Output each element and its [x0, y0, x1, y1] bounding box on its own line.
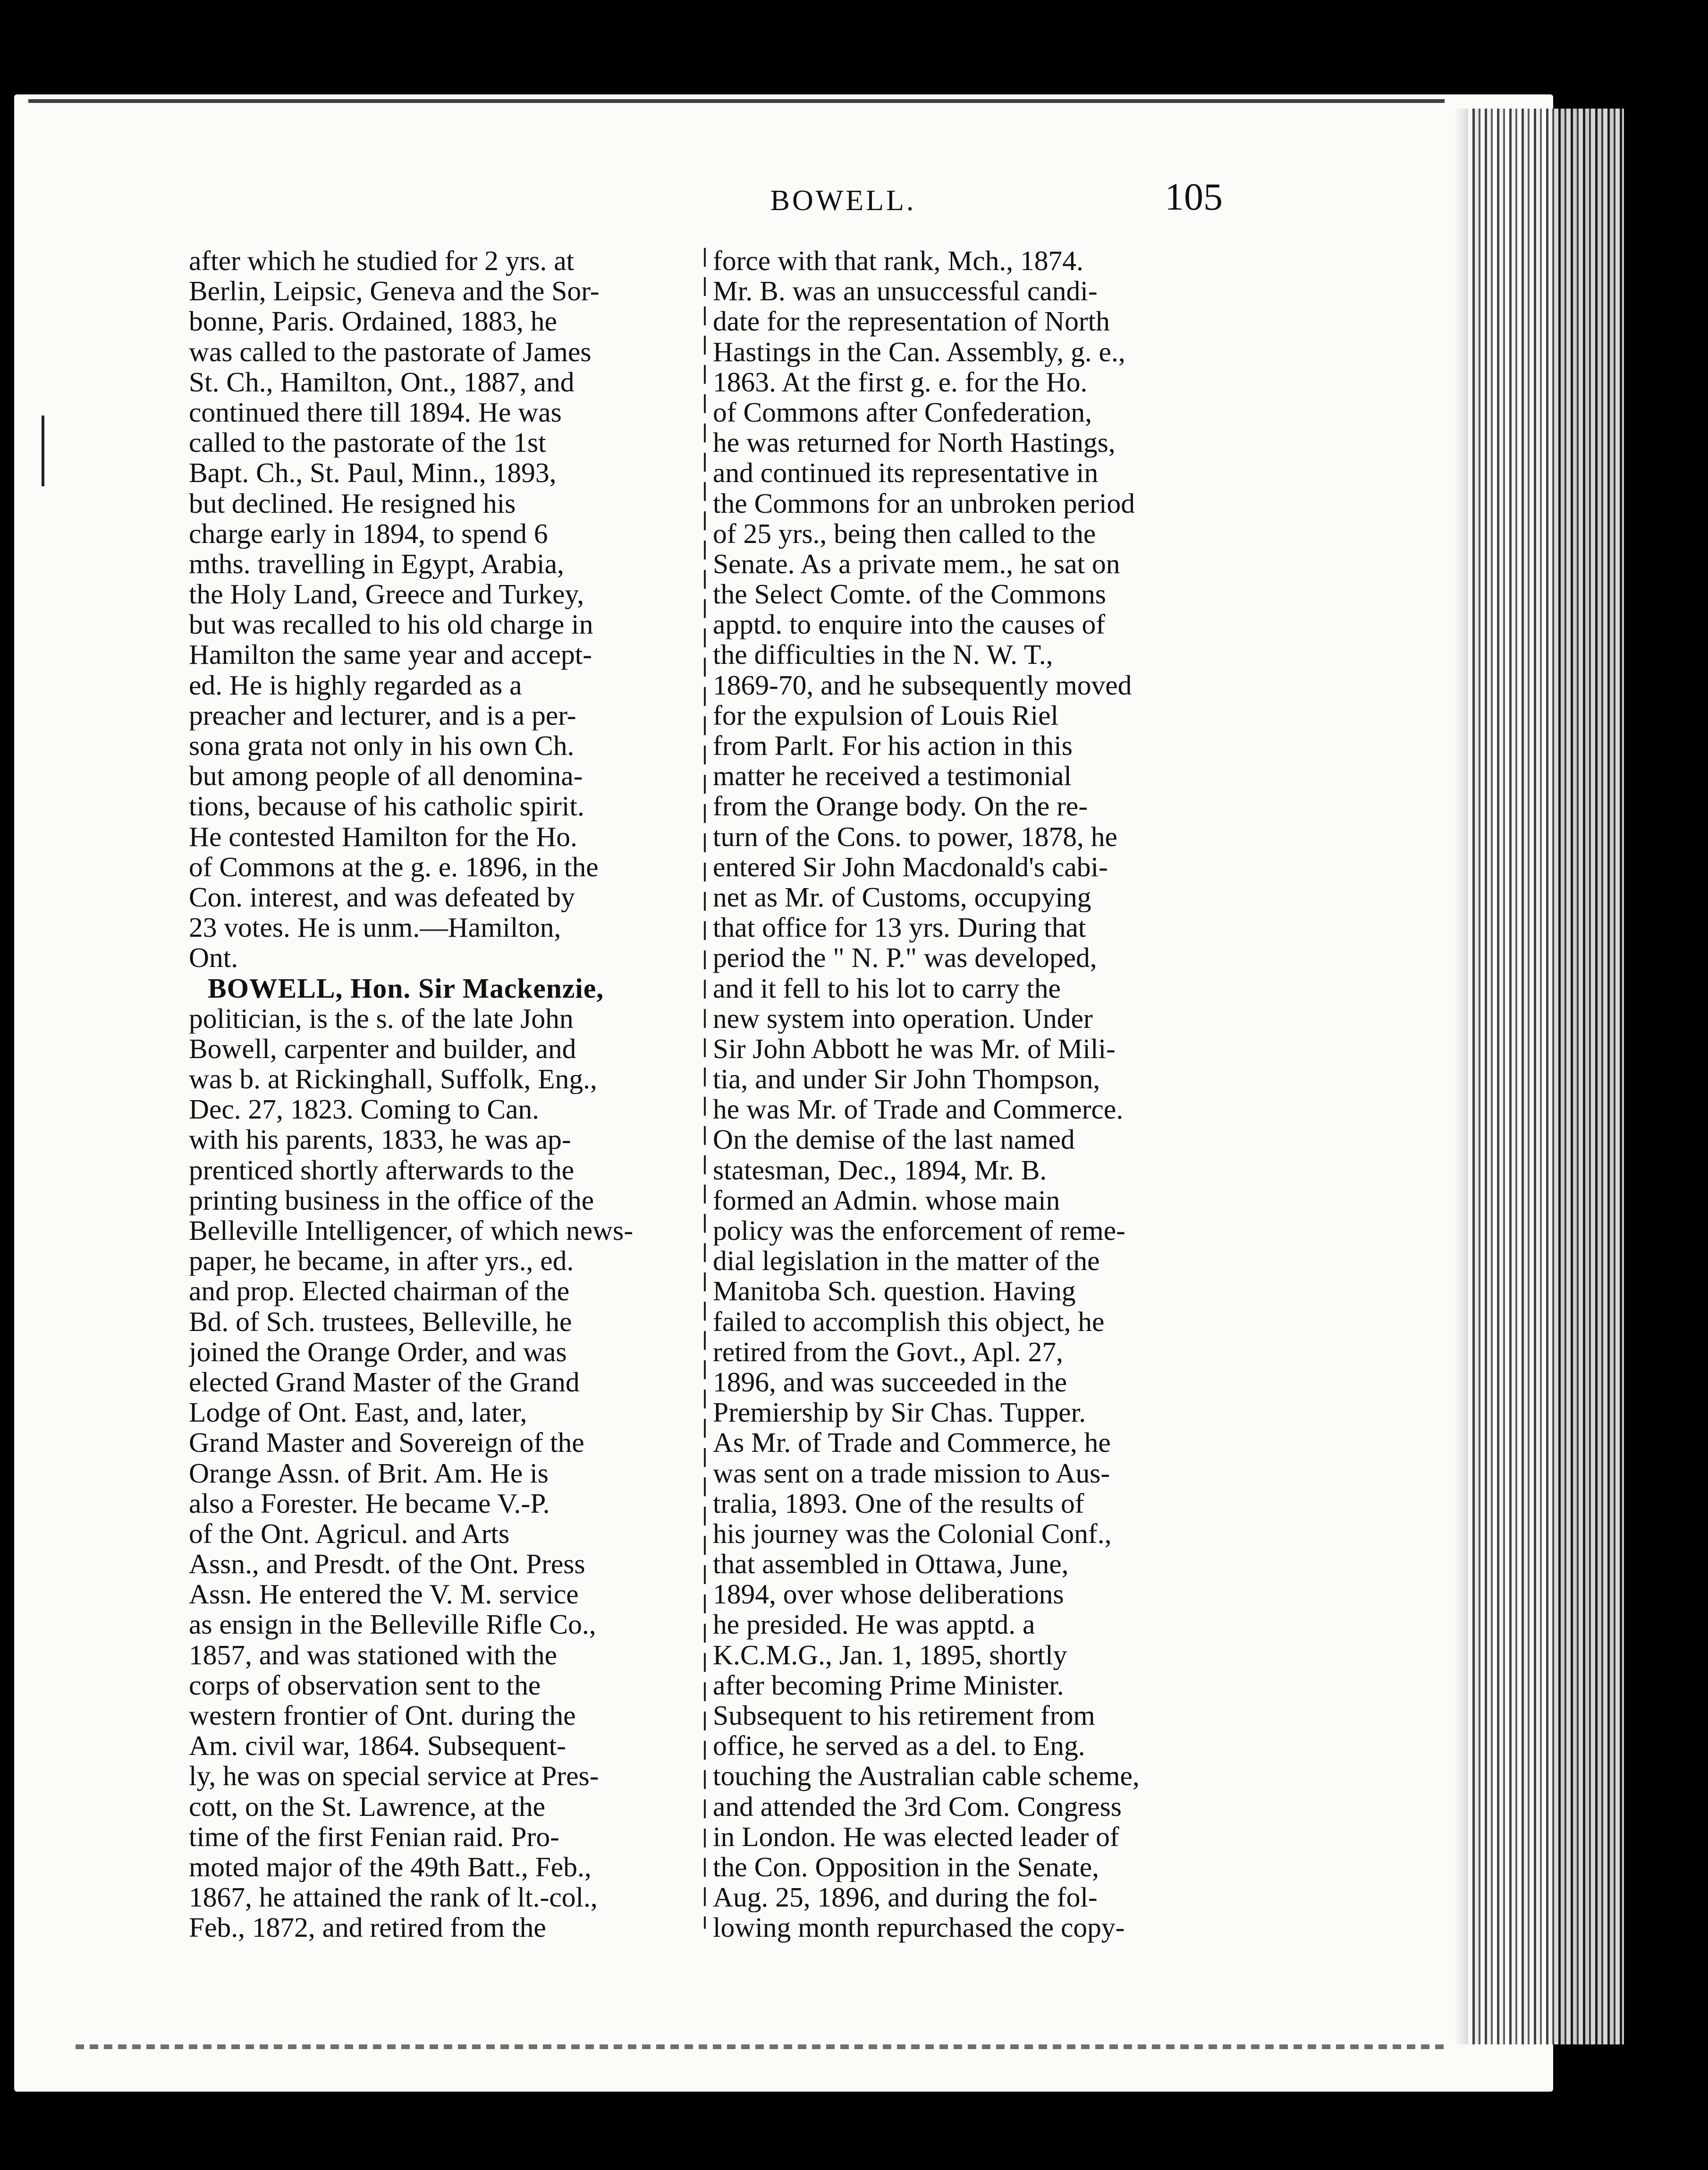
text-line: charge early in 1894, to spend 6: [189, 518, 548, 549]
text-line: with his parents, 1833, he was ap-: [189, 1124, 571, 1155]
text-line: Assn. He entered the V. M. service: [189, 1579, 579, 1610]
text-line: Hastings in the Can. Assembly, g. e.,: [713, 336, 1125, 367]
text-line: moted major of the 49th Batt., Feb.,: [189, 1851, 592, 1882]
right-column: [713, 246, 1218, 1943]
text-line: and it fell to his lot to carry the: [713, 973, 1061, 1003]
text-line: of Commons at the g. e. 1896, in the: [189, 851, 599, 882]
text-line: office, he served as a del. to Eng.: [713, 1730, 1085, 1761]
text-line: western frontier of Ont. during the: [189, 1700, 576, 1731]
text-line: from the Orange body. On the re-: [713, 791, 1088, 822]
text-line: Mr. B. was an unsuccessful candi-: [713, 276, 1098, 306]
text-line: printing business in the office of the: [189, 1185, 594, 1215]
text-line: but among people of all denomina-: [189, 761, 583, 791]
bottom-scan-edge: [76, 2044, 1445, 2049]
text-line: Premiership by Sir Chas. Tupper.: [713, 1397, 1086, 1428]
text-line: Sir John Abbott he was Mr. of Mili-: [713, 1033, 1116, 1064]
text-line: Hamilton the same year and accept-: [189, 639, 592, 670]
page-edge-fringe: [1468, 109, 1624, 2044]
text-line: was called to the pastorate of James: [189, 336, 592, 367]
text-line: tia, and under Sir John Thompson,: [713, 1064, 1100, 1094]
text-line: and prop. Elected chairman of the: [189, 1276, 570, 1306]
text-line: lowing month repurchased the copy-: [713, 1912, 1125, 1943]
text-line: Senate. As a private mem., he sat on: [713, 548, 1120, 579]
text-line: cott, on the St. Lawrence, at the: [189, 1791, 546, 1822]
text-line: policy was the enforcement of reme-: [713, 1215, 1125, 1246]
page-header: [189, 175, 1223, 227]
text-line: Subsequent to his retirement from: [713, 1700, 1095, 1731]
text-line: but was recalled to his old charge in: [189, 609, 593, 640]
text-line: that office for 13 yrs. During that: [713, 912, 1086, 943]
text-line: matter he received a testimonial: [713, 761, 1072, 791]
text-line: that assembled in Ottawa, June,: [713, 1549, 1069, 1579]
text-line: of Commons after Confederation,: [713, 397, 1092, 428]
text-line: the Holy Land, Greece and Turkey,: [189, 579, 584, 610]
text-line: touching the Australian cable scheme,: [713, 1761, 1140, 1791]
text-line: elected Grand Master of the Grand: [189, 1366, 580, 1398]
text-line: paper, he became, in after yrs., ed.: [189, 1246, 574, 1276]
text-line: Manitoba Sch. question. Having: [713, 1276, 1076, 1306]
text-line: corps of observation sent to the: [189, 1670, 541, 1700]
text-line: Feb., 1872, and retired from the: [189, 1912, 546, 1943]
text-line: he was Mr. of Trade and Commerce.: [713, 1094, 1124, 1125]
text-line: ed. He is highly regarded as a: [189, 670, 522, 700]
text-line: tralia, 1893. One of the results of: [713, 1488, 1084, 1518]
top-scan-edge: [28, 99, 1445, 103]
text-line: Lodge of Ont. East, and, later,: [189, 1397, 527, 1428]
running-head: BOWELL.: [770, 185, 916, 217]
text-line: 1896, and was succeeded in the: [713, 1366, 1067, 1398]
text-line: his journey was the Colonial Conf.,: [713, 1518, 1112, 1549]
text-line: Am. civil war, 1864. Subsequent-: [189, 1730, 567, 1761]
text-line: Bapt. Ch., St. Paul, Minn., 1893,: [189, 458, 557, 488]
text-line: sona grata not only in his own Ch.: [189, 730, 575, 761]
text-line: Assn., and Presdt. of the Ont. Press: [189, 1549, 585, 1579]
text-line: joined the Orange Order, and was: [189, 1336, 567, 1367]
text-line: continued there till 1894. He was: [189, 397, 562, 428]
text-line: 1867, he attained the rank of lt.-col.,: [189, 1882, 598, 1913]
text-line: he was returned for North Hastings,: [713, 427, 1116, 458]
text-line: As Mr. of Trade and Commerce, he: [713, 1427, 1111, 1458]
left-column: [189, 246, 694, 1943]
text-line: in London. He was elected leader of: [713, 1821, 1119, 1852]
text-line: Orange Assn. of Brit. Am. He is: [189, 1458, 549, 1488]
text-line: 23 votes. He is unm.—Hamilton,: [189, 912, 561, 943]
left-margin-mark: [42, 415, 44, 486]
text-line: he presided. He was apptd. a: [713, 1609, 1035, 1640]
text-line: as ensign in the Belleville Rifle Co.,: [189, 1609, 596, 1640]
text-line: tions, because of his catholic spirit.: [189, 791, 584, 822]
text-line: statesman, Dec., 1894, Mr. B.: [713, 1154, 1047, 1185]
text-line: K.C.M.G., Jan. 1, 1895, shortly: [713, 1639, 1067, 1670]
text-line: Dec. 27, 1823. Coming to Can.: [189, 1094, 540, 1125]
text-line: and continued its representative in: [713, 458, 1099, 488]
text-line: failed to accomplish this object, he: [713, 1306, 1105, 1337]
text-line: politician, is the s. of the late John: [189, 1003, 574, 1034]
text-line: 1857, and was stationed with the: [189, 1639, 557, 1670]
text-line: entered Sir John Macdonald's cabi-: [713, 851, 1108, 882]
text-line: net as Mr. of Customs, occupying: [713, 882, 1091, 913]
text-line: was sent on a trade mission to Aus-: [713, 1458, 1110, 1488]
text-line: formed an Admin. whose main: [713, 1185, 1060, 1215]
text-line: Ont.: [189, 942, 238, 973]
text-line: of 25 yrs., being then called to the: [713, 518, 1096, 549]
text-line: turn of the Cons. to power, 1878, he: [713, 821, 1117, 852]
text-line: 1869-70, and he subsequently moved: [713, 670, 1132, 700]
text-line: the Commons for an unbroken period: [713, 488, 1135, 518]
text-line: period the " N. P." was developed,: [713, 942, 1097, 973]
text-line: after becoming Prime Minister.: [713, 1670, 1064, 1700]
text-line: was b. at Rickinghall, Suffolk, Eng.,: [189, 1064, 597, 1094]
page-number: 105: [1165, 175, 1223, 218]
entry-heading: BOWELL, Hon. Sir Mackenzie,: [208, 973, 604, 1003]
text-line: 1894, over whose deliberations: [713, 1579, 1064, 1610]
text-line: St. Ch., Hamilton, Ont., 1887, and: [189, 366, 575, 397]
text-line: force with that rank, Mch., 1874.: [713, 246, 1083, 276]
text-line: Aug. 25, 1896, and during the fol-: [713, 1882, 1098, 1913]
text-line: Grand Master and Sovereign of the: [189, 1427, 584, 1458]
text-line: Bd. of Sch. trustees, Belleville, he: [189, 1306, 572, 1337]
text-line: On the demise of the last named: [713, 1124, 1075, 1155]
text-line: time of the first Fenian raid. Pro-: [189, 1821, 559, 1852]
text-line: preacher and lecturer, and is a per-: [189, 700, 576, 730]
text-line: the difficulties in the N. W. T.,: [713, 639, 1053, 670]
text-line: dial legislation in the matter of the: [713, 1246, 1100, 1276]
text-line: the Select Comte. of the Commons: [713, 579, 1106, 610]
text-line: mths. travelling in Egypt, Arabia,: [189, 548, 564, 579]
text-line: of the Ont. Agricul. and Arts: [189, 1518, 510, 1549]
text-line: from Parlt. For his action in this: [713, 730, 1073, 761]
text-line: date for the representation of North: [713, 306, 1110, 337]
text-line: Berlin, Leipsic, Geneva and the Sor-: [189, 276, 600, 306]
text-line: bonne, Paris. Ordained, 1883, he: [189, 306, 557, 337]
text-line: after which he studied for 2 yrs. at: [189, 246, 575, 276]
text-line: apptd. to enquire into the causes of: [713, 609, 1106, 640]
text-line: for the expulsion of Louis Riel: [713, 700, 1059, 730]
text-line: retired from the Govt., Apl. 27,: [713, 1336, 1063, 1367]
text-line: Con. interest, and was defeated by: [189, 882, 575, 913]
text-line: new system into operation. Under: [713, 1003, 1093, 1034]
text-line: He contested Hamilton for the Ho.: [189, 821, 577, 852]
text-line: also a Forester. He became V.-P.: [189, 1488, 550, 1518]
text-line: but declined. He resigned his: [189, 488, 516, 518]
text-line: 1863. At the first g. e. for the Ho.: [713, 366, 1088, 397]
text-line: called to the pastorate of the 1st: [189, 427, 546, 458]
column-divider: [704, 248, 706, 1929]
text-line: Bowell, carpenter and builder, and: [189, 1033, 576, 1064]
text-line: the Con. Opposition in the Senate,: [713, 1851, 1099, 1882]
text-line: prenticed shortly afterwards to the: [189, 1154, 575, 1185]
text-line: and attended the 3rd Com. Congress: [713, 1791, 1122, 1822]
text-line: Belleville Intelligencer, of which news-: [189, 1215, 634, 1246]
text-line: ly, he was on special service at Pres-: [189, 1761, 599, 1791]
